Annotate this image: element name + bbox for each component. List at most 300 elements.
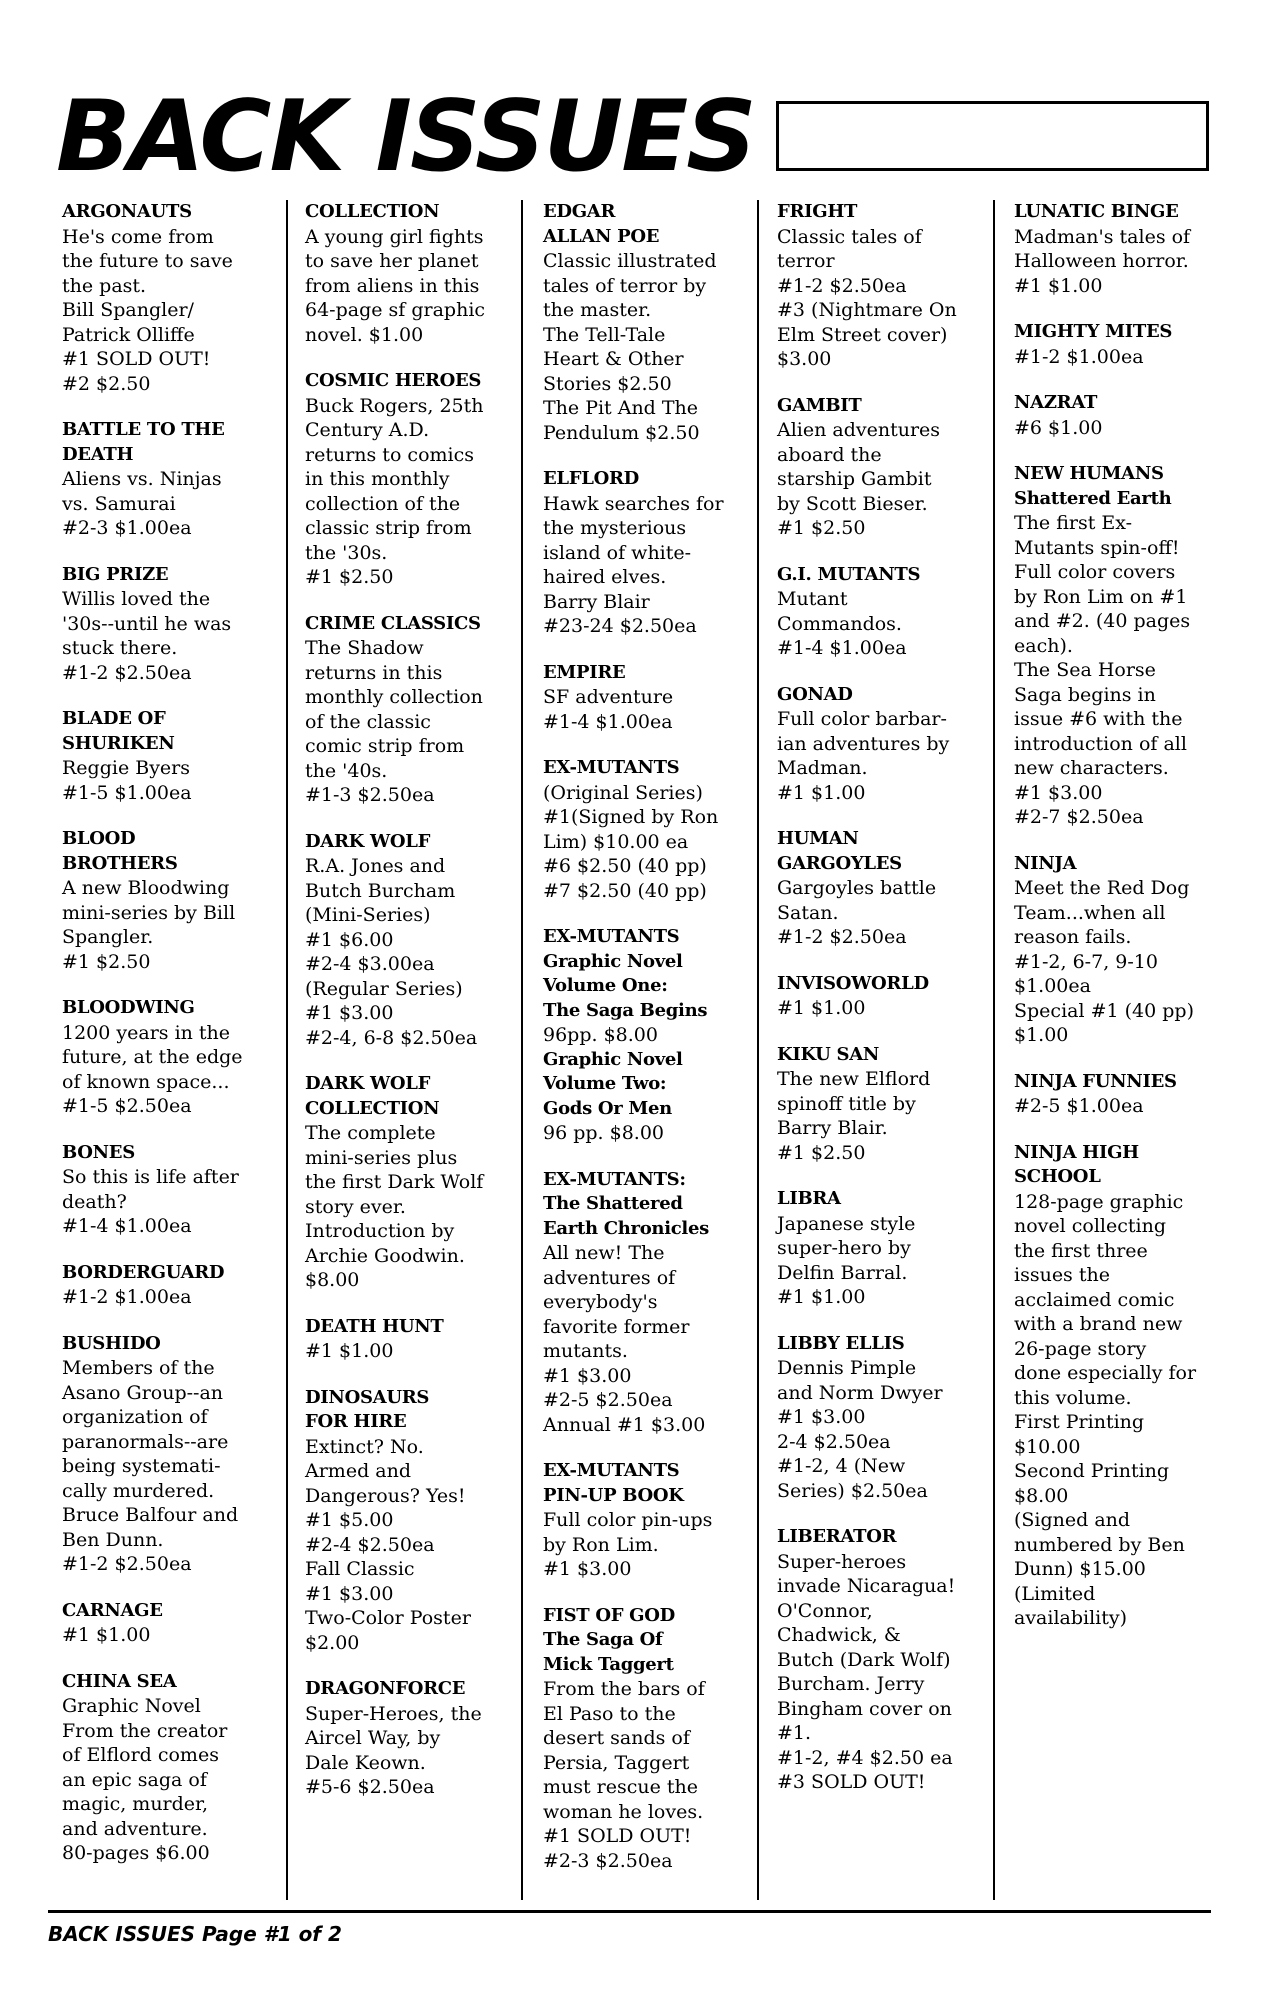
entry-text-line: done especially for [1014,1362,1197,1384]
entry-title-line: LIBRA [777,1188,841,1209]
entry-text-line: $8.00 [1014,1484,1069,1507]
entry-text-line: issue #6 with the [1014,708,1183,730]
entry-text-line: O'Connor, [777,1599,873,1622]
catalog-column [521,200,757,1900]
entry-text-line: Stories $2.50 [543,372,672,395]
entry-text-line: Chadwick, & [777,1624,901,1646]
entry-text-line: $10.00 [1014,1435,1081,1458]
entry-text-line: First Printing [1014,1411,1145,1433]
entry-text-line: #1-2 $2.50ea [777,926,907,948]
entry-text-line: $1.00ea [1014,975,1091,997]
entry-text-line: #1-2 $2.50ea [62,661,192,684]
catalog-entry [777,972,993,1021]
entry-text-line: #1 $1.00 [777,781,866,804]
entry-text-line: and #2. (40 pages [1014,610,1191,632]
entry-text-line: #6 $2.50 (40 pp) [543,855,707,877]
entry-title-line: Volume One: [543,975,668,996]
entry-text-line: #2-3 $1.00ea [62,517,192,539]
entry-text-line: death? [62,1190,127,1213]
entry-text-line: Archie Goodwin. [305,1244,465,1267]
entry-text-line: The first Ex- [1014,512,1133,534]
entry-text-line: tales of terror by [543,274,707,297]
entry-title-line: LIBERATOR [777,1526,897,1547]
entry-title-line: NINJA [1014,852,1077,874]
entry-text-line: collection of the [305,492,461,515]
entry-text-line: #6 $1.00 [1014,416,1103,439]
entry-text-line: Madman's tales of [1014,225,1191,248]
entry-text-line: A young girl fights [305,225,484,248]
entry-text-line: an epic saga of [62,1768,207,1791]
entry-title-line: GARGOYLES [777,852,902,874]
entry-text-line: Series) $2.50ea [777,1479,928,1502]
entry-text-line: SF adventure [543,686,674,708]
entry-text-line: The Shadow [305,637,424,659]
catalog-entry [543,1459,757,1582]
entry-title-line: EX-MUTANTS [543,1460,680,1481]
entry-text-line: The complete [305,1122,436,1144]
entry-text-line: 2-4 $2.50ea [777,1430,891,1453]
entry-text-line: and Norm Dwyer [777,1381,943,1404]
page-title: BACK ISSUES [56,80,755,194]
catalog-entry [1014,852,1232,1048]
entry-text-line: desert sands of [543,1727,690,1749]
entry-title-line: EX-MUTANTS [543,757,680,778]
entry-text-line: ian adventures by [777,732,950,755]
entry-text-line: Willis loved the [62,588,211,610]
entry-text-line: The Tell-Tale [543,323,666,346]
entry-text-line: Super-Heroes, the [305,1702,482,1725]
entry-text-line: #1 $1.00 [1014,274,1103,297]
entry-title-line: DARK WOLF [305,830,431,852]
entry-text-line: Special #1 (40 pp) [1014,999,1194,1022]
entry-text-line: the '30s. [305,541,388,564]
catalog-entry [1014,391,1232,440]
entry-text-line: Full color pin-ups [543,1509,713,1531]
entry-text-line: island of white- [543,541,692,564]
entry-text-line: issues the [1014,1264,1110,1286]
entry-text-line: Madman. [777,757,868,779]
entry-text-line: Dangerous? Yes! [305,1484,466,1507]
catalog-entry [777,200,993,372]
catalog-entry [62,563,286,686]
entry-title-line: DRAGONFORCE [305,1678,466,1699]
entry-title-line: ARGONAUTS [62,201,192,222]
entry-text-line: Two-Color Poster [305,1607,471,1629]
entry-text-line: Armed and [305,1460,411,1482]
entry-text-line: magic, murder, [62,1793,209,1815]
entry-text-line: #2-4, 6-8 $2.50ea [305,1026,478,1049]
catalog-entry [1014,462,1232,830]
entry-text-line: #3 (Nightmare On [777,299,957,321]
entry-text-line: #1-2, #4 $2.50 ea [777,1746,953,1769]
entry-text-line: Barry Blair [543,590,650,613]
entry-text-line: mini-series plus [305,1146,458,1169]
entry-text-line: paranormals--are [62,1430,229,1453]
entry-title-line: DINOSAURS [305,1386,430,1408]
entry-text-line: haired elves. [543,566,667,588]
entry-text-line: Spangler. [62,926,154,948]
entry-title-line: SHURIKEN [62,732,175,754]
catalog-entry [777,1525,993,1795]
entry-text-line: (Signed and [1014,1509,1131,1531]
entry-text-line: aboard the [777,443,882,466]
entry-text-line: #1. [777,1722,812,1744]
entry-title-line: BATTLE TO THE [62,419,225,440]
entry-text-line: The Pit And The [543,397,699,419]
entry-text-line: Heart & Other [543,348,684,370]
entry-text-line: $1.00 [1014,1024,1069,1046]
entry-text-line: Delfin Barral. [777,1261,908,1284]
entry-text-line: #1 $3.00 [305,1582,394,1605]
entry-text-line: #1 SOLD OUT! [62,348,211,370]
entry-title-line: Mick Taggert [543,1653,674,1675]
entry-title-line: Earth Chronicles [543,1217,709,1239]
entry-title-line: PIN-UP BOOK [543,1484,684,1506]
entry-title-line: Graphic Novel [543,1048,683,1070]
entry-text-line: Aliens vs. Ninjas [62,468,222,490]
entry-title-line: BLADE OF [62,708,166,729]
entry-text-line: 96 pp. $8.00 [543,1122,665,1144]
entry-text-line: Full color covers [1014,561,1176,583]
catalog-entry [62,1332,286,1577]
entry-text-line: starship Gambit [777,468,932,490]
entry-text-line: #1 $3.00 [305,1002,394,1024]
entry-text-line: The new Elflord [777,1068,931,1090]
entry-text-line: Commandos. [777,612,902,635]
entry-text-line: Second Printing [1014,1460,1170,1482]
entry-text-line: #1 $5.00 [305,1509,394,1531]
entry-text-line: Butch (Dark Wolf) [777,1648,951,1671]
entry-text-line: future, at the edge [62,1046,243,1068]
entry-title-line: COLLECTION [305,201,440,222]
entry-text-line: super-hero by [777,1237,911,1259]
catalog-entry [305,1315,521,1364]
catalog-entry [543,467,757,639]
entry-text-line: Gargoyles battle [777,877,937,899]
catalog-entry [543,756,757,903]
entry-title-line: NEW HUMANS [1014,463,1164,484]
entry-text-line: #1 $1.00 [777,1286,866,1308]
entry-text-line: Japanese style [777,1212,916,1235]
entry-text-line: #1 $2.50 [62,950,151,973]
blank-title-box [776,101,1209,171]
entry-text-line: Reggie Byers [62,757,191,779]
entry-text-line: Bill Spangler/ [62,299,194,321]
entry-title-line: EDGAR [543,201,616,222]
entry-text-line: #1 $1.00 [62,1624,151,1646]
entry-text-line: Classic illustrated [543,250,717,272]
entry-text-line: #1 $3.00 [543,1364,632,1387]
entry-text-line: Meet the Red Dog [1014,877,1190,899]
entry-text-line: So this is life after [62,1166,239,1188]
entry-text-line: 64-page sf graphic [305,299,486,321]
entry-text-line: Halloween horror. [1014,250,1189,272]
catalog-entry [305,830,521,1051]
entry-text-line: #1-4 $1.00ea [543,710,673,733]
entry-text-line: Dunn) $15.00 [1014,1558,1146,1580]
catalog-entry [543,661,757,735]
entry-title-line: BROTHERS [62,852,178,874]
entry-text-line: the master. [543,299,652,321]
entry-text-line: #1 $1.00 [777,997,866,1019]
entry-text-line: Introduction by [305,1220,455,1242]
entry-text-line: #7 $2.50 (40 pp) [543,879,707,902]
catalog-entry [777,683,993,806]
entry-title-line: EMPIRE [543,661,626,683]
entry-title-line: DARK WOLF [305,1073,431,1094]
entry-text-line: Bingham cover on [777,1697,952,1720]
entry-text-line: 96pp. $8.00 [543,1024,658,1046]
entry-text-line: by Ron Lim. [543,1533,659,1556]
entry-text-line: #1-5 $2.50ea [62,1095,192,1117]
entry-text-line: (Original Series) [543,781,703,804]
entry-text-line: Dale Keown. [305,1751,426,1774]
catalog-entry [62,1599,286,1648]
catalog-entry [1014,320,1232,369]
entry-text-line: Ben Dunn. [62,1528,164,1551]
entry-text-line: story ever. [305,1195,406,1218]
entry-text-line: #2 $2.50 [62,372,151,395]
entry-text-line: $2.00 [305,1631,360,1654]
entry-text-line: the first Dark Wolf [305,1171,484,1193]
entry-text-line: $8.00 [305,1269,360,1291]
catalog-entry [62,200,286,396]
entry-text-line: #1 $2.50 [777,517,866,539]
entry-text-line: #1-2, 6-7, 9-10 [1014,950,1158,973]
entry-text-line: #1-5 $1.00ea [62,781,192,804]
entry-text-line: #1-2 $2.50ea [62,1553,192,1575]
entry-text-line: Super-heroes [777,1550,907,1573]
catalog-entry [305,1677,521,1800]
catalog-column [62,200,286,1900]
entry-text-line: by Scott Bieser. [777,492,928,515]
entry-text-line: new characters. [1014,757,1169,779]
catalog-entry [305,1072,521,1293]
entry-text-line: #2-4 $3.00ea [305,953,435,975]
entry-text-line: Full color barbar- [777,708,947,730]
entry-text-line: He's come from [62,225,214,248]
entry-title-line: The Shattered [543,1193,683,1214]
entry-title-line: LIBBY ELLIS [777,1332,905,1354]
entry-title-line: MIGHTY MITES [1014,321,1173,342]
entry-text-line: #1-2 $2.50ea [777,274,907,297]
entry-text-line: (Mini-Series) [305,904,431,926]
entry-text-line: everybody's [543,1291,658,1313]
entry-title-line: FRIGHT [777,201,858,222]
catalog-entry [305,369,521,590]
entry-text-line: Saga begins in [1014,683,1156,706]
entry-title-line: CARNAGE [62,1599,163,1621]
entry-text-line: All new! The [543,1242,665,1264]
entry-title-line: KIKU SAN [777,1043,880,1065]
entry-text-line: terror [777,250,835,272]
entry-title-line: G.I. MUTANTS [777,563,921,585]
entry-text-line: Satan. [777,901,839,924]
entry-title-line: INVISOWORLD [777,972,929,994]
entry-text-line: #1 $2.50 [305,566,394,588]
catalog-entry [62,1261,286,1310]
entry-text-line: #2-3 $2.50ea [543,1849,673,1872]
entry-text-line: monthly collection [305,686,483,708]
entry-text-line: #1 $6.00 [305,928,394,951]
entry-title-line: Gods Or Men [543,1097,672,1119]
entry-title-line: BORDERGUARD [62,1261,225,1283]
entry-text-line: El Paso to the [543,1702,676,1725]
entry-text-line: in this monthly [305,468,450,490]
catalog-entry [305,612,521,808]
entry-text-line: of Elflord comes [62,1744,219,1766]
catalog-entry [543,1604,757,1874]
entry-text-line: of the classic [305,710,431,733]
entry-text-line: acclaimed comic [1014,1288,1175,1311]
catalog-entry [1014,200,1232,298]
entry-text-line: Fall Classic [305,1558,415,1580]
entry-title-line: FIST OF GOD [543,1604,675,1626]
entry-title-line: HUMAN [777,828,859,849]
entry-text-line: mini-series by Bill [62,901,236,924]
entry-text-line: organization of [62,1406,208,1428]
entry-text-line: this volume. [1014,1386,1132,1409]
entry-text-line: Pendulum $2.50 [543,421,700,444]
entry-title-line: GAMBIT [777,394,862,416]
entry-text-line: novel. $1.00 [305,323,424,346]
entry-text-line: Members of the [62,1357,215,1379]
entry-text-line: Patrick Olliffe [62,323,195,346]
entry-text-line: #1 $3.00 [1014,781,1103,804]
entry-text-line: reason fails. [1014,926,1132,948]
catalog-entry [305,1386,521,1656]
entry-text-line: classic strip from [305,517,472,539]
entry-text-line: (Limited [1014,1582,1096,1605]
entry-text-line: of known space... [62,1070,230,1093]
entry-text-line: Butch Burcham [305,879,456,902]
entry-text-line: comic strip from [305,735,465,757]
entry-text-line: 26-page story [1014,1337,1147,1360]
entry-title-line: GONAD [777,683,853,705]
entry-title-line: CHINA SEA [62,1670,177,1692]
entry-title-line: ELFLORD [543,468,639,489]
entry-text-line: from aliens in this [305,274,480,297]
entry-text-line: Aircel Way, by [305,1727,441,1749]
entry-text-line: From the bars of [543,1678,705,1700]
catalog-entry [543,925,757,1146]
entry-title-line: Graphic Novel [543,950,683,972]
entry-text-line: numbered by Ben [1014,1533,1185,1556]
entry-text-line: spinoff title by [777,1092,916,1115]
catalog-column [286,200,521,1900]
entry-text-line: Elm Street cover) [777,323,948,346]
entry-title-line: ALLAN POE [543,225,660,247]
entry-text-line: R.A. Jones and [305,855,446,877]
catalog-entry [62,996,286,1119]
catalog-entry [62,418,286,541]
entry-text-line: Buck Rogers, 25th [305,394,484,417]
catalog-entry [777,563,993,661]
entry-text-line: Mutants spin-off! [1014,536,1180,559]
entry-text-line: Extinct? No. [305,1435,424,1458]
entry-text-line: Alien adventures [777,419,941,441]
entry-text-line: with a brand new [1014,1313,1183,1335]
catalog-entry [62,1670,286,1866]
entry-text-line: #2-7 $2.50ea [1014,806,1144,828]
entry-text-line: 1200 years in the [62,1021,231,1044]
catalog-entry [777,827,993,950]
entry-text-line: returns to comics [305,443,474,466]
entry-text-line: #1-4 $1.00ea [777,637,907,659]
entry-text-line: #1(Signed by Ron [543,806,719,828]
entry-text-line: #1 $1.00 [305,1340,394,1362]
entry-text-line: Bruce Balfour and [62,1504,239,1526]
entry-text-line: (Regular Series) [305,977,463,1000]
entry-text-line: 80-pages $6.00 [62,1842,210,1864]
entry-title-line: SCHOOL [1014,1166,1101,1187]
entry-text-line: novel collecting [1014,1215,1166,1237]
entry-text-line: vs. Samurai [62,492,176,515]
entry-title-line: NINJA FUNNIES [1014,1070,1177,1092]
entry-text-line: cally murdered. [62,1479,215,1502]
entry-text-line: From the creator [62,1719,228,1742]
entry-text-line: to save her planet [305,250,479,272]
catalog-entry [543,1168,757,1438]
entry-title-line: COLLECTION [305,1097,440,1119]
entry-text-line: the future to save [62,250,233,272]
entry-text-line: '30s--until he was [62,612,232,635]
catalog-column [757,200,993,1900]
entry-text-line: and adventure. [62,1817,208,1840]
catalog-entry [543,200,757,445]
entry-text-line: Annual #1 $3.00 [543,1413,706,1436]
entry-text-line: #1 SOLD OUT! [543,1825,692,1847]
entry-text-line: Team...when all [1014,901,1166,924]
entry-text-line: Classic tales of [777,225,922,248]
catalog-entry [305,200,521,347]
catalog-entry [62,827,286,974]
entry-text-line: the past. [62,274,147,297]
catalog-entry [777,394,993,541]
entry-text-line: A new Bloodwing [62,877,230,899]
catalog-column [993,200,1232,1900]
entry-title-line: FOR HIRE [305,1411,407,1432]
entry-text-line: #1-2 $1.00ea [62,1286,192,1308]
entry-text-line: #1-3 $2.50ea [305,784,435,806]
entry-title-line: BUSHIDO [62,1332,161,1354]
entry-text-line: by Ron Lim on #1 [1014,585,1188,608]
entry-text-line: availability) [1014,1607,1128,1629]
catalog-columns [62,200,1232,1900]
entry-text-line: #2-5 $1.00ea [1014,1095,1144,1117]
entry-text-line: introduction of all [1014,732,1187,755]
entry-title-line: BLOODWING [62,997,195,1018]
entry-text-line: being systemati- [62,1455,221,1477]
entry-title-line: LUNATIC BINGE [1014,201,1179,222]
catalog-entry [1014,1070,1232,1119]
entry-text-line: #1-4 $1.00ea [62,1215,192,1237]
page-footer: BACK ISSUES Page #1 of 2 [48,1922,342,1946]
entry-title-line: BONES [62,1141,135,1163]
entry-text-line: woman he loves. [543,1800,704,1823]
catalog-entry [62,1141,286,1239]
catalog-entry [62,707,286,805]
entry-title-line: EX-MUTANTS [543,926,680,947]
entry-text-line: Hawk searches for [543,492,724,515]
entry-text-line: stuck there. [62,637,178,659]
entry-text-line: Dennis Pimple [777,1357,917,1379]
entry-text-line: each). [1014,634,1073,657]
entry-text-line: #3 SOLD OUT! [777,1771,926,1793]
entry-text-line: favorite former [543,1315,690,1338]
entry-title-line: DEATH HUNT [305,1315,444,1337]
entry-text-line: #1-2 $1.00ea [1014,345,1144,368]
